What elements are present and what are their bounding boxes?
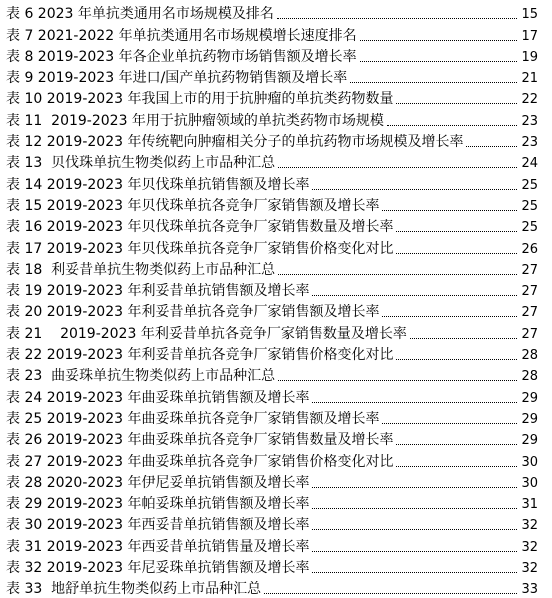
toc-entry-label: 表 27 2019-2023 年曲妥珠单抗各竞争厂家销售价格变化对比 bbox=[6, 453, 394, 470]
toc-leader-dots bbox=[312, 295, 517, 296]
toc-leader-dots bbox=[382, 423, 517, 424]
toc-page-number: 25 bbox=[521, 177, 538, 193]
toc-page-number: 32 bbox=[521, 539, 538, 555]
toc-entry[interactable] bbox=[0, 556, 552, 577]
toc-page-number: 32 bbox=[521, 518, 538, 534]
toc-page-number: 25 bbox=[521, 198, 538, 214]
toc-leader-dots bbox=[350, 82, 517, 83]
toc-entry[interactable] bbox=[0, 279, 552, 300]
toc-leader-dots bbox=[410, 338, 517, 339]
toc-entry-label: 表 29 2019-2023 年帕妥珠单抗销售额及增长率 bbox=[6, 496, 310, 513]
toc-entry-label: 表 19 2019-2023 年利妥昔单抗销售额及增长率 bbox=[6, 283, 310, 300]
toc-entry[interactable] bbox=[0, 471, 552, 492]
toc-entry-label: 表 16 2019-2023 年贝伐珠单抗各竞争厂家销售数量及增长率 bbox=[6, 219, 394, 236]
toc-entry-label: 表 17 2019-2023 年贝伐珠单抗各竞争厂家销售价格变化对比 bbox=[6, 240, 394, 257]
toc-entry[interactable] bbox=[0, 513, 552, 534]
toc-entry[interactable] bbox=[0, 130, 552, 151]
toc-page-number: 33 bbox=[521, 582, 538, 598]
toc-entry[interactable] bbox=[0, 321, 552, 342]
toc-entry-label: 表 11 2019-2023 年用于抗肿瘤领域的单抗类药物市场规模 bbox=[6, 112, 384, 129]
toc-entry[interactable] bbox=[0, 343, 552, 364]
toc-page-number: 27 bbox=[521, 284, 538, 300]
toc-entry[interactable] bbox=[0, 300, 552, 321]
toc-page-number: 25 bbox=[521, 220, 538, 236]
toc-entry[interactable] bbox=[0, 215, 552, 236]
toc-entry-label: 表 22 2019-2023 年利妥昔单抗各竞争厂家销售价格变化对比 bbox=[6, 347, 394, 364]
toc-entry[interactable] bbox=[0, 108, 552, 129]
toc-entry-label: 表 8 2019-2023 年各企业单抗药物市场销售额及增长率 bbox=[6, 48, 357, 65]
toc-page-number: 28 bbox=[521, 348, 538, 364]
toc-leader-dots bbox=[382, 210, 517, 211]
toc-leader-dots bbox=[278, 167, 517, 168]
toc-page-number: 30 bbox=[521, 454, 538, 470]
toc-entry[interactable] bbox=[0, 151, 552, 172]
toc-page-number: 29 bbox=[521, 411, 538, 427]
toc-leader-dots bbox=[466, 146, 517, 147]
toc-entry-label: 表 14 2019-2023 年贝伐珠单抗销售额及增长率 bbox=[6, 176, 310, 193]
toc-entry-label: 表 12 2019-2023 年传统靶向肿瘤相关分子的单抗药物市场规模及增长率 bbox=[6, 134, 464, 151]
toc-entry[interactable] bbox=[0, 428, 552, 449]
toc-leader-dots bbox=[396, 103, 517, 104]
toc-entry[interactable] bbox=[0, 236, 552, 257]
toc-entry-label: 表 21 2019-2023 年利妥昔单抗各竞争厂家销售数量及增长率 bbox=[6, 325, 407, 342]
toc-leader-dots bbox=[396, 466, 517, 467]
toc-leader-dots bbox=[387, 125, 517, 126]
toc-page-number: 27 bbox=[521, 326, 538, 342]
toc-leader-dots bbox=[264, 593, 517, 594]
toc-entry-label: 表 32 2019-2023 年尼妥珠单抗销售额及增长率 bbox=[6, 560, 310, 577]
toc-leader-dots bbox=[312, 529, 517, 530]
toc-page-number: 28 bbox=[521, 369, 538, 385]
toc-page-number: 26 bbox=[521, 241, 538, 257]
toc-entry-label: 表 26 2019-2023 年曲妥珠单抗各竞争厂家销售数量及增长率 bbox=[6, 432, 394, 449]
toc-entry-label: 表 13 贝伐珠单抗生物类似药上市品种汇总 bbox=[6, 155, 276, 172]
toc-entry[interactable] bbox=[0, 194, 552, 215]
toc-page-number: 29 bbox=[521, 390, 538, 406]
toc-entry[interactable] bbox=[0, 364, 552, 385]
toc-leader-dots bbox=[278, 380, 517, 381]
toc-entry-label: 表 6 2023 年单抗类通用名市场规模及排名 bbox=[6, 6, 274, 23]
toc-leader-dots bbox=[396, 253, 517, 254]
toc-page-number: 17 bbox=[521, 28, 538, 44]
toc-entry[interactable] bbox=[0, 66, 552, 87]
toc-leader-dots bbox=[360, 40, 517, 41]
toc-entry-label: 表 28 2020-2023 年伊尼妥单抗销售额及增长率 bbox=[6, 474, 310, 491]
toc-entry-label: 表 7 2021-2022 年单抗类通用名市场规模增长速度排名 bbox=[6, 27, 357, 44]
toc-entry[interactable] bbox=[0, 449, 552, 470]
toc-page-number: 15 bbox=[521, 7, 538, 23]
toc-leader-dots bbox=[382, 316, 517, 317]
toc-leader-dots bbox=[312, 551, 517, 552]
toc-entry-label: 表 23 曲妥珠单抗生物类似药上市品种汇总 bbox=[6, 368, 276, 385]
toc-page-number: 19 bbox=[521, 49, 538, 65]
toc-leader-dots bbox=[312, 572, 517, 573]
toc-page-number: 24 bbox=[521, 156, 538, 172]
toc-entry[interactable] bbox=[0, 2, 552, 23]
toc-leader-dots bbox=[312, 508, 517, 509]
toc-entry[interactable] bbox=[0, 45, 552, 66]
toc-entry-label: 表 10 2019-2023 年我国上市的用于抗肿瘤的单抗类药物数量 bbox=[6, 91, 394, 108]
toc-entry[interactable] bbox=[0, 258, 552, 279]
toc-page-number: 27 bbox=[521, 262, 538, 278]
toc-page-number: 22 bbox=[521, 92, 538, 108]
toc-leader-dots bbox=[278, 274, 517, 275]
toc-leader-dots bbox=[312, 189, 517, 190]
toc-entry[interactable] bbox=[0, 534, 552, 555]
toc-page-number: 23 bbox=[521, 113, 538, 129]
toc-page-number: 27 bbox=[521, 305, 538, 321]
toc-leader-dots bbox=[396, 359, 517, 360]
toc-entry[interactable] bbox=[0, 23, 552, 44]
toc-page-number: 31 bbox=[521, 497, 538, 513]
toc-page-number: 23 bbox=[521, 135, 538, 151]
toc-page-number: 30 bbox=[521, 475, 538, 491]
toc-entry-label: 表 20 2019-2023 年利妥昔单抗各竞争厂家销售额及增长率 bbox=[6, 304, 380, 321]
toc-page-number: 32 bbox=[521, 561, 538, 577]
toc-leader-dots bbox=[396, 444, 517, 445]
toc-entry-label: 表 33 地舒单抗生物类似药上市品种汇总 bbox=[6, 581, 262, 598]
toc-entry-label: 表 25 2019-2023 年曲妥珠单抗各竞争厂家销售额及增长率 bbox=[6, 410, 380, 427]
toc-entry-label: 表 9 2019-2023 年进口/国产单抗药物销售额及增长率 bbox=[6, 70, 348, 87]
toc-entry[interactable] bbox=[0, 172, 552, 193]
toc-entry-label: 表 30 2019-2023 年西妥昔单抗销售额及增长率 bbox=[6, 517, 310, 534]
toc-leader-dots bbox=[312, 402, 517, 403]
toc-entry[interactable] bbox=[0, 577, 552, 598]
toc-entry[interactable] bbox=[0, 385, 552, 406]
toc-page-number: 29 bbox=[521, 433, 538, 449]
toc-entry-label: 表 18 利妥昔单抗生物类似药上市品种汇总 bbox=[6, 261, 276, 278]
toc-entry-label: 表 31 2019-2023 年西妥昔单抗销售量及增长率 bbox=[6, 538, 310, 555]
toc-leader-dots bbox=[312, 487, 517, 488]
toc-entry[interactable] bbox=[0, 87, 552, 108]
toc-entry[interactable] bbox=[0, 492, 552, 513]
toc-page-number: 21 bbox=[521, 71, 538, 87]
toc-leader-dots bbox=[360, 61, 517, 62]
toc-entry-label: 表 24 2019-2023 年曲妥珠单抗销售额及增长率 bbox=[6, 389, 310, 406]
toc-entry[interactable] bbox=[0, 407, 552, 428]
toc-entry-label: 表 15 2019-2023 年贝伐珠单抗各竞争厂家销售额及增长率 bbox=[6, 197, 380, 214]
toc-leader-dots bbox=[277, 18, 517, 19]
toc-leader-dots bbox=[396, 231, 517, 232]
